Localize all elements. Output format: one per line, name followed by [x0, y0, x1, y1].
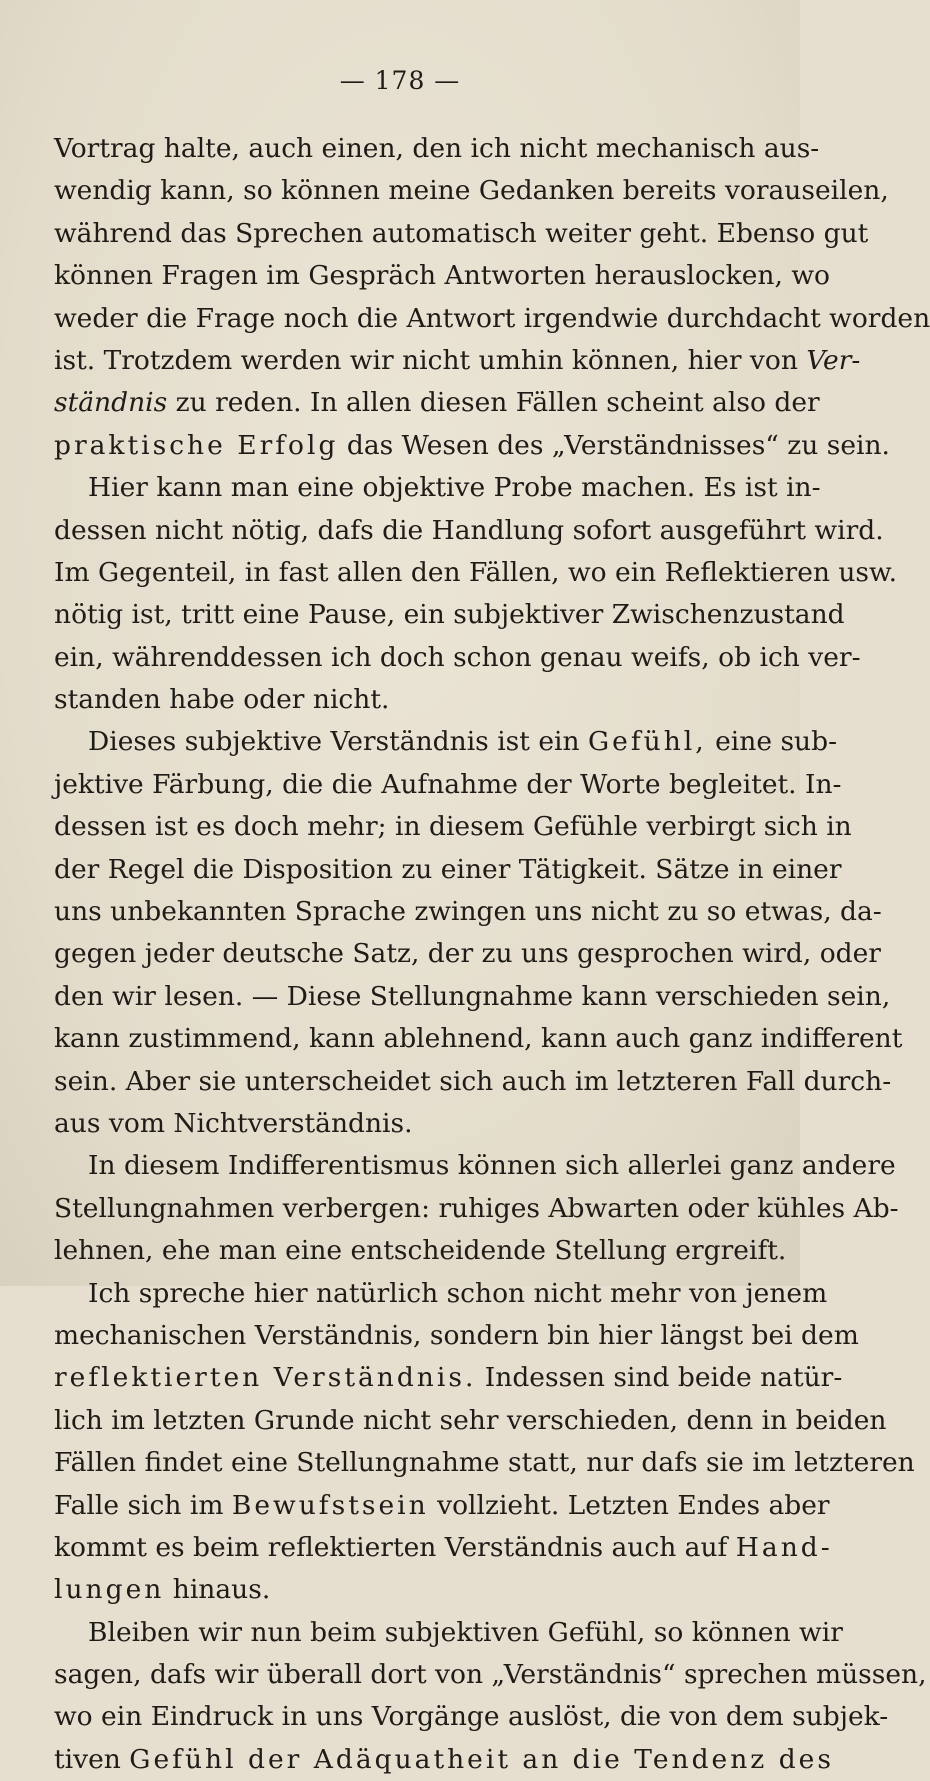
text-line: gegen jeder deutsche Satz, der zu uns gesprochen wird, oder	[54, 938, 881, 970]
text-line: uns unbekannten Sprache zwingen uns nicht zu so etwas, da-	[54, 896, 882, 928]
text-line: ein, währenddessen ich doch schon genau weifs, ob ich ver-	[54, 641, 861, 673]
spaced-emphasis: Bewufstsein	[231, 1489, 429, 1521]
page-number: — 178 —	[339, 66, 461, 95]
text-line: reflektierten Verständnis. Indessen sind beide natür-	[54, 1362, 843, 1394]
text-line: Vortrag halte, auch einen, den ich nicht mechanisch aus-	[54, 133, 820, 164]
text-line: sein. Aber sie unterscheidet sich auch im letzteren Fall durch-	[54, 1065, 892, 1097]
text-line: dessen nicht nötig, dafs die Handlung sofort ausgeführt wird.	[54, 514, 884, 546]
text-line: Bleiben wir nun beim subjektiven Gefühl, so können wir	[88, 1616, 843, 1648]
text-line: Stellungnahmen verbergen: ruhiges Abwarten oder kühles Ab-	[54, 1192, 899, 1224]
emphasis: Ver-	[806, 344, 861, 376]
text-line: kann zustimmend, kann ablehnend, kann auch ganz indifferent	[54, 1023, 903, 1055]
text-line: In diesem Indifferentismus können sich allerlei ganz andere	[88, 1150, 896, 1182]
text-line: wo ein Eindruck in uns Vorgänge auslöst, die von dem subjek-	[54, 1701, 889, 1733]
text-line: mechanischen Verständnis, sondern bin hier längst bei dem	[54, 1319, 859, 1351]
text-line: der Regel die Disposition zu einer Tätigkeit. Sätze in einer	[54, 853, 842, 885]
text-line: den wir lesen. — Diese Stellungnahme kann verschieden sein,	[54, 980, 891, 1012]
text-line: lungen hinaus.	[54, 1574, 271, 1606]
text-line: sagen, dafs wir überall dort von „Verständnis“ sprechen müssen,	[54, 1659, 927, 1691]
text-line: lich im letzten Grunde nicht sehr verschieden, denn in beiden	[54, 1404, 887, 1436]
body-text	[54, 128, 930, 1781]
text-line: tiven Gefühl der Adäquatheit an die Tendenz des	[54, 1743, 834, 1775]
text-line: während das Sprechen automatisch weiter geht. Ebenso gut	[54, 217, 869, 249]
spaced-emphasis: Gefühl der Adäquatheit an die Tendenz des	[129, 1743, 834, 1775]
spaced-emphasis: Hand-	[735, 1531, 833, 1563]
text-line: Fällen findet eine Stellungnahme statt, nur dafs sie im letzteren	[54, 1447, 915, 1479]
text-line: praktische Erfolg das Wesen des „Verständnisses“ zu sein.	[54, 429, 890, 461]
text-line: ist. Trotzdem werden wir nicht umhin können, hier von Ver-	[54, 344, 861, 376]
text-line: dessen ist es doch mehr; in diesem Gefühle verbirgt sich in	[54, 811, 852, 843]
text-line: können Fragen im Gespräch Antworten herauslocken, wo	[54, 260, 830, 292]
text-line: Im Gegenteil, in fast allen den Fällen, wo ein Reflektieren usw.	[54, 556, 897, 588]
text-line: wendig kann, so können meine Gedanken bereits vorauseilen,	[54, 175, 889, 207]
text-line: lehnen, ehe man eine entscheidende Stellung ergreift.	[54, 1235, 787, 1267]
spaced-emphasis: lungen	[54, 1574, 165, 1606]
text-line: aus vom Nichtverständnis.	[54, 1107, 413, 1139]
spaced-emphasis: reflektierten Verständnis.	[54, 1362, 477, 1394]
text-line: standen habe oder nicht.	[54, 684, 390, 716]
spaced-emphasis: praktische Erfolg	[54, 429, 339, 461]
text-line: jektive Färbung, die die Aufnahme der Worte begleitet. In-	[54, 768, 842, 800]
text-line: nötig ist, tritt eine Pause, ein subjektiver Zwischenzustand	[54, 599, 845, 631]
text-line: ständnis zu reden. In allen diesen Fällen scheint also der	[54, 387, 820, 419]
text-line: Hier kann man eine objektive Probe machen. Es ist in-	[88, 472, 821, 504]
text-line: Ich spreche hier natürlich schon nicht mehr von jenem	[88, 1277, 828, 1309]
text-line: weder die Frage noch die Antwort irgendwie durchdacht worden	[54, 302, 930, 334]
text-line: kommt es beim reflektierten Verständnis auch auf Hand-	[54, 1531, 833, 1563]
text-line: Falle sich im Bewufstsein vollzieht. Letzten Endes aber	[54, 1489, 830, 1521]
text-line: Dieses subjektive Verständnis ist ein Gefühl, eine sub-	[88, 726, 838, 758]
emphasis: ständnis	[54, 387, 168, 419]
spaced-emphasis: Gefühl,	[588, 726, 707, 758]
